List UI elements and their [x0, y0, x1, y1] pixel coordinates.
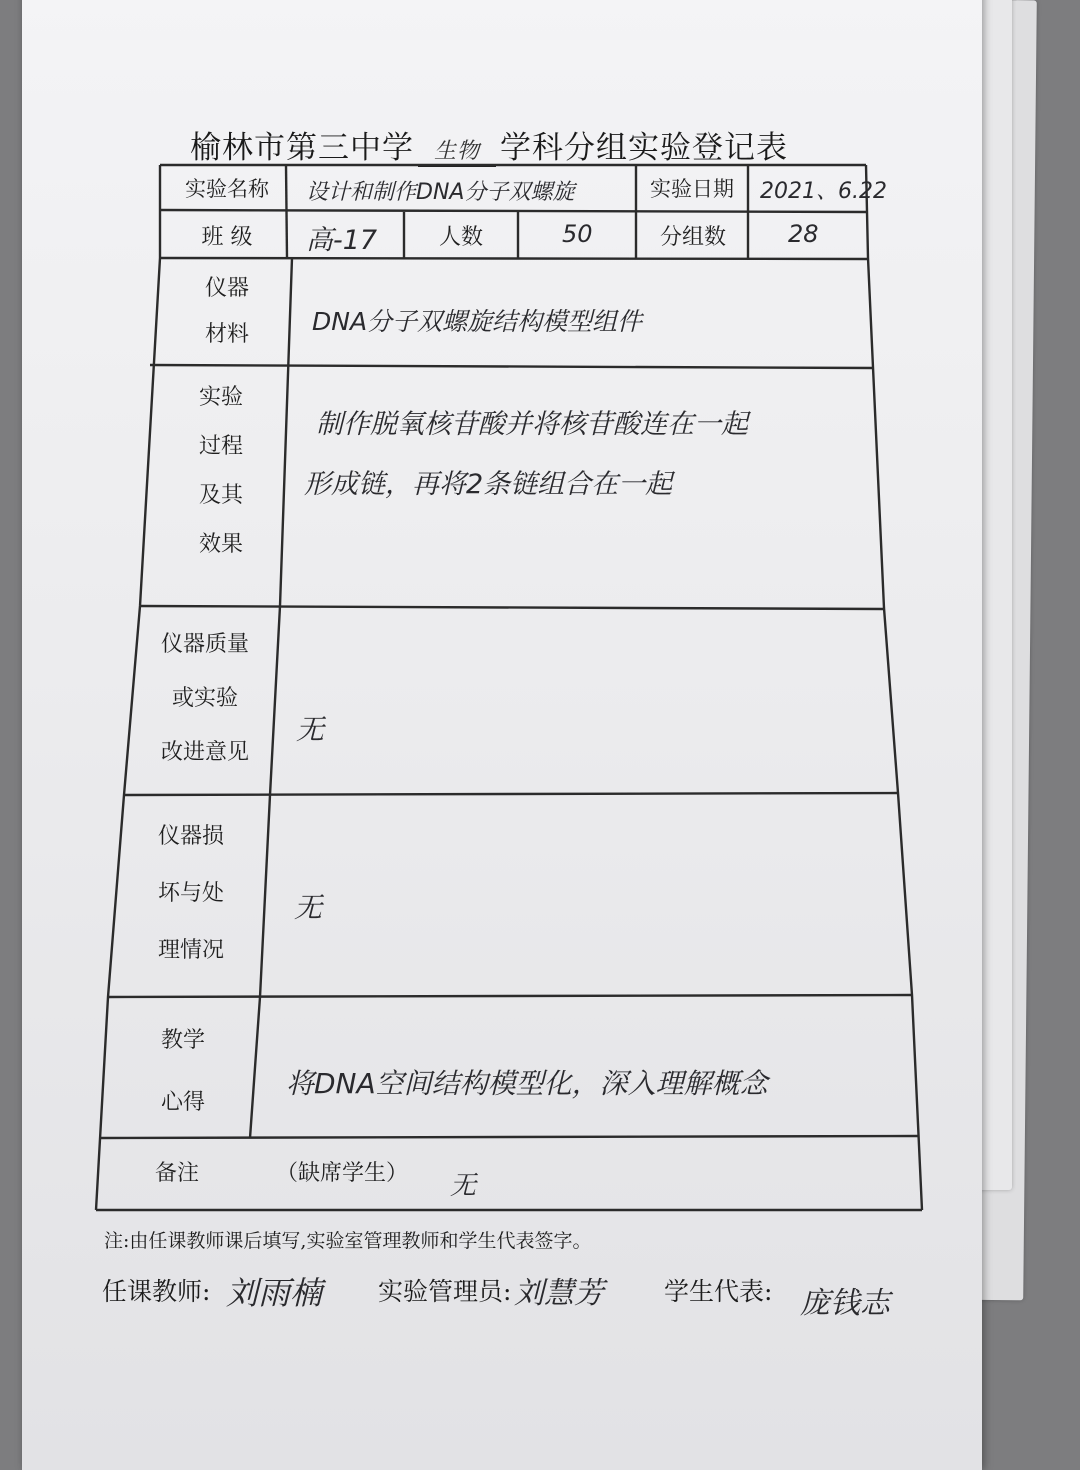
- remarks-sub-label: （缺席学生）: [275, 1161, 408, 1186]
- materials-label: 仪器 材料: [204, 276, 249, 347]
- title-subject: 生物: [418, 134, 496, 167]
- process-value-line-2: 形成链，再将2条链组合在一起: [304, 469, 673, 500]
- process-value-line-1: 制作脱氧核苷酸并将核苷酸连在一起: [316, 409, 748, 440]
- title-prefix: 榆林市第三中学: [190, 130, 414, 166]
- materials-value: DNA分子双螺旋结构模型组件: [312, 307, 643, 336]
- class-label: 班 级: [201, 225, 253, 250]
- student-count-label: 人数: [438, 225, 483, 250]
- teacher-label: 任课教师:: [102, 1277, 211, 1306]
- teaching-label: 教学 心得: [160, 1028, 205, 1115]
- remarks-label: 备注: [154, 1161, 199, 1186]
- lab-admin-label: 实验管理员:: [378, 1277, 512, 1306]
- teaching-value: 将DNA空间结构模型化，深入理解概念: [286, 1067, 768, 1100]
- student-rep-signature: 庞钱志: [800, 1286, 890, 1321]
- title-suffix: 学科分组实验登记表: [500, 130, 788, 166]
- student-count-value: 50: [562, 220, 593, 248]
- lab-admin-signature: 刘慧芳: [514, 1276, 604, 1311]
- class-value: 高-17: [306, 225, 378, 256]
- group-count-label: 分组数: [659, 225, 726, 250]
- experiment-date-value: 2021、6.22: [760, 179, 887, 204]
- student-rep-label: 学生代表:: [664, 1277, 773, 1306]
- quality-value: 无: [296, 713, 325, 746]
- process-label: 实验 过程 及其 效果: [198, 385, 243, 557]
- experiment-name-value: 设计和制作DNA分子双螺旋: [306, 180, 575, 205]
- damage-value: 无: [294, 891, 323, 924]
- experiment-name-label: 实验名称: [185, 177, 269, 201]
- damage-label: 仪器损 坏与处 理情况: [157, 824, 224, 963]
- experiment-date-label: 实验日期: [650, 177, 734, 201]
- quality-label: 仪器质量 或实验 改进意见: [160, 632, 249, 765]
- group-count-value: 28: [788, 220, 819, 248]
- footer-note: 注:由任课教师课后填写,实验室管理教师和学生代表签字。: [104, 1230, 592, 1252]
- remarks-value: 无: [450, 1171, 477, 1201]
- teacher-signature: 刘雨楠: [226, 1274, 323, 1312]
